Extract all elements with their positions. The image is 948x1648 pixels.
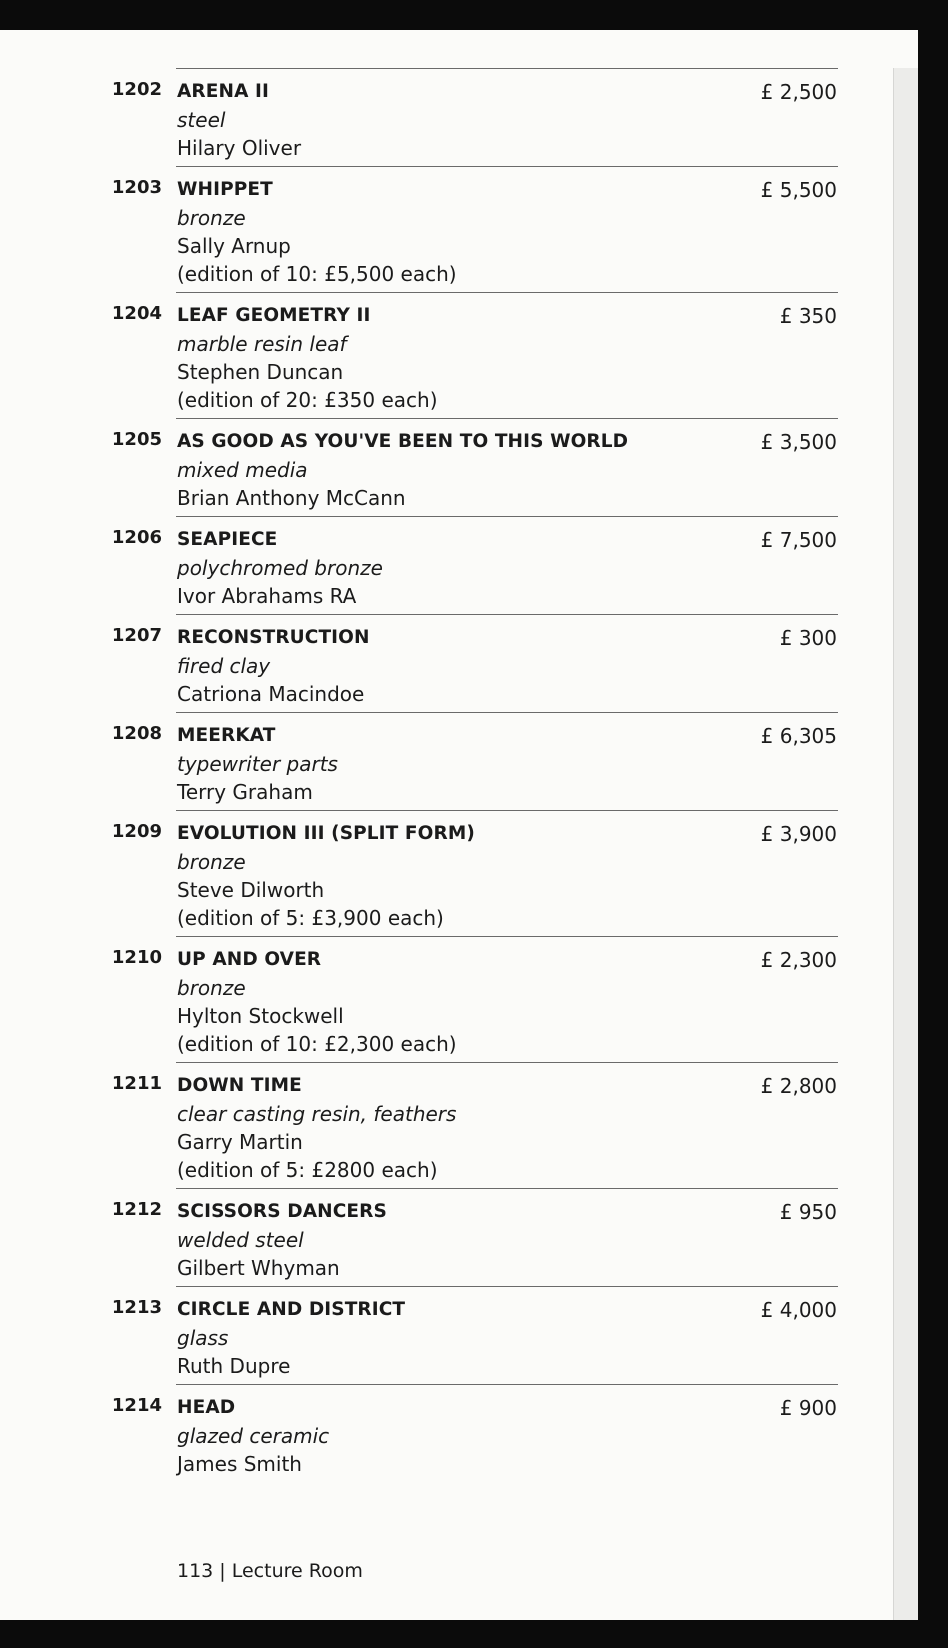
divider-rule: [176, 712, 838, 713]
lot-medium: bronze: [177, 850, 246, 874]
lot-title: DOWN TIME: [177, 1075, 302, 1096]
lot-number: 1202: [111, 79, 162, 100]
divider-rule: [176, 1188, 838, 1189]
lot-medium: clear casting resin, feathers: [177, 1102, 457, 1126]
lot-number: 1208: [111, 723, 162, 744]
lot-edition: (edition of 5: £3,900 each): [177, 906, 444, 930]
lot-artist: Gilbert Whyman: [177, 1256, 340, 1280]
divider-rule: [176, 166, 838, 167]
divider-rule: [176, 614, 838, 615]
lot-title: UP AND OVER: [177, 949, 322, 970]
lot-medium: bronze: [177, 976, 246, 1000]
lot-title: HEAD: [177, 1397, 236, 1418]
lot-artist: Catriona Macindoe: [177, 682, 365, 706]
lot-price: £ 3,900: [760, 822, 837, 846]
divider-rule: [176, 810, 838, 811]
page-footer: 113 | Lecture Room: [177, 1560, 363, 1582]
page-edge: [893, 68, 918, 1620]
divider-rule: [176, 292, 838, 293]
lot-artist: Steve Dilworth: [177, 878, 325, 902]
lot-title: CIRCLE AND DISTRICT: [177, 1299, 406, 1320]
lot-edition: (edition of 10: £2,300 each): [177, 1032, 457, 1056]
divider-rule: [176, 516, 838, 517]
lot-number: 1206: [111, 527, 162, 548]
lot-number: 1214: [111, 1395, 162, 1416]
lot-medium: welded steel: [177, 1228, 304, 1252]
lot-medium: glass: [177, 1326, 229, 1350]
lot-artist: Brian Anthony McCann: [177, 486, 406, 510]
lot-number: 1211: [111, 1073, 162, 1094]
lot-title: ARENA II: [177, 81, 270, 102]
lot-title: WHIPPET: [177, 179, 273, 200]
divider-rule: [176, 1384, 838, 1385]
divider-rule: [176, 1286, 838, 1287]
lot-medium: marble resin leaf: [177, 332, 347, 356]
lot-number: 1210: [111, 947, 162, 968]
lot-artist: Hilary Oliver: [177, 136, 302, 160]
lot-medium: mixed media: [177, 458, 308, 482]
lot-price: £ 300: [779, 626, 837, 650]
lot-price: £ 2,300: [760, 948, 837, 972]
lot-price: £ 7,500: [760, 528, 837, 552]
lot-title: LEAF GEOMETRY II: [177, 305, 371, 326]
lot-price: £ 5,500: [760, 178, 837, 202]
lot-medium: polychromed bronze: [177, 556, 383, 580]
lot-number: 1209: [111, 821, 162, 842]
lot-artist: Terry Graham: [177, 780, 313, 804]
lot-title: SEAPIECE: [177, 529, 278, 550]
lot-price: £ 4,000: [760, 1298, 837, 1322]
divider-rule: [176, 1062, 838, 1063]
lot-number: 1207: [111, 625, 162, 646]
lot-artist: Sally Arnup: [177, 234, 291, 258]
lot-price: £ 2,500: [760, 80, 837, 104]
lot-price: £ 350: [779, 304, 837, 328]
lot-price: £ 6,305: [760, 724, 837, 748]
catalogue-page: [0, 30, 918, 1620]
lot-number: 1213: [111, 1297, 162, 1318]
lot-artist: James Smith: [177, 1452, 302, 1476]
lot-medium: glazed ceramic: [177, 1424, 330, 1448]
lot-medium: steel: [177, 108, 226, 132]
lot-edition: (edition of 20: £350 each): [177, 388, 438, 412]
lot-price: £ 3,500: [760, 430, 837, 454]
lot-artist: Hylton Stockwell: [177, 1004, 344, 1028]
lot-number: 1203: [111, 177, 162, 198]
lot-edition: (edition of 10: £5,500 each): [177, 262, 457, 286]
divider-rule: [176, 68, 838, 69]
lot-price: £ 900: [779, 1396, 837, 1420]
lot-price: £ 2,800: [760, 1074, 837, 1098]
lot-medium: bronze: [177, 206, 246, 230]
lot-medium: typewriter parts: [177, 752, 338, 776]
lot-title: MEERKAT: [177, 725, 276, 746]
lot-artist: Garry Martin: [177, 1130, 303, 1154]
lot-artist: Ivor Abrahams RA: [177, 584, 357, 608]
lot-artist: Stephen Duncan: [177, 360, 344, 384]
lot-title: AS GOOD AS YOU'VE BEEN TO THIS WORLD: [177, 431, 629, 452]
lot-title: EVOLUTION III (SPLIT FORM): [177, 823, 475, 844]
divider-rule: [176, 936, 838, 937]
lot-artist: Ruth Dupre: [177, 1354, 291, 1378]
divider-rule: [176, 418, 838, 419]
lot-number: 1205: [111, 429, 162, 450]
lot-number: 1204: [111, 303, 162, 324]
lot-number: 1212: [111, 1199, 162, 1220]
lot-title: RECONSTRUCTION: [177, 627, 370, 648]
lot-price: £ 950: [779, 1200, 837, 1224]
lot-medium: fired clay: [177, 654, 271, 678]
lot-edition: (edition of 5: £2800 each): [177, 1158, 438, 1182]
lot-title: SCISSORS DANCERS: [177, 1201, 387, 1222]
